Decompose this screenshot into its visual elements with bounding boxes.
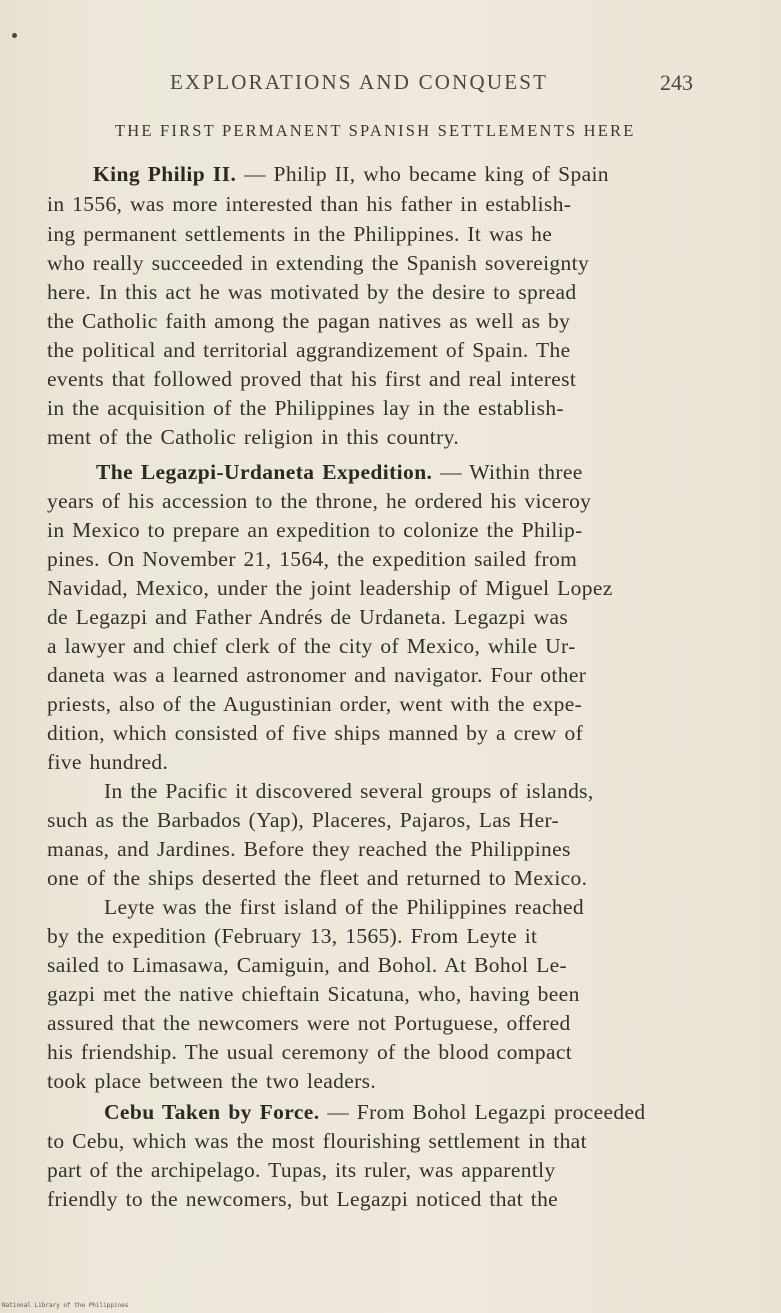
paragraph-lead: Cebu Taken by Force.	[104, 1100, 320, 1124]
text-line: events that followed proved that his first and real interest	[47, 367, 577, 391]
text-line: by the expedition (February 13, 1565). From Leyte it	[47, 924, 538, 948]
text-line: a lawyer and chief clerk of the city of Mexico, while Ur-	[47, 634, 576, 658]
library-credit: National Library of the Philippines	[2, 1302, 129, 1309]
text-line: to Cebu, which was the most flourishing settlement in that	[47, 1129, 587, 1153]
text-line: in Mexico to prepare an expedition to colonize the Philip-	[47, 518, 583, 542]
text-line: the political and territorial aggrandizement of Spain. The	[47, 338, 571, 362]
text-line: here. In this act he was motivated by the desire to spread	[47, 280, 577, 304]
text-line: Navidad, Mexico, under the joint leadership of Miguel Lopez	[47, 576, 613, 600]
text-line: assured that the newcomers were not Portuguese, offered	[47, 1011, 571, 1035]
section-heading: THE FIRST PERMANENT SPANISH SETTLEMENTS HERE	[115, 121, 636, 140]
text-line: sailed to Limasawa, Camiguin, and Bohol. At Bohol Le-	[47, 953, 568, 977]
text-line: In the Pacific it discovered several groups of islands,	[104, 779, 594, 803]
text-line: five hundred.	[47, 750, 169, 774]
paragraph-lead: King Philip II.	[93, 162, 237, 186]
text-line: friendly to the newcomers, but Legazpi noticed that the	[47, 1187, 559, 1211]
text-line: who really succeeded in extending the Spanish sovereignty	[47, 251, 590, 275]
text-line: daneta was a learned astronomer and navigator. Four other	[47, 663, 587, 687]
running-head	[0, 70, 781, 100]
text-line: ment of the Catholic religion in this country.	[47, 425, 460, 449]
text-line: one of the ships deserted the fleet and returned to Mexico.	[47, 866, 588, 890]
text-line: pines. On November 21, 1564, the expedition sailed from	[47, 547, 578, 571]
text-line: manas, and Jardines. Before they reached the Philippines	[47, 837, 571, 861]
text-line: part of the archipelago. Tupas, its ruler, was apparently	[47, 1158, 556, 1182]
text-line: his friendship. The usual ceremony of the blood compact	[47, 1040, 573, 1064]
text-line: ing permanent settlements in the Philippines. It was he	[47, 222, 553, 246]
text-line: in 1556, was more interested than his father in establish-	[47, 192, 572, 216]
text-line: The Legazpi-Urdaneta Expedition. — Within three	[96, 460, 583, 484]
paragraph-lead: The Legazpi-Urdaneta Expedition.	[96, 460, 433, 484]
page-number: 243	[660, 70, 693, 95]
text-line: Cebu Taken by Force. — From Bohol Legazpi proceeded	[104, 1100, 646, 1124]
text-line: years of his accession to the throne, he ordered his viceroy	[47, 489, 592, 513]
text-line: King Philip II. — Philip II, who became king of Spain	[93, 162, 609, 186]
text-line: took place between the two leaders.	[47, 1069, 377, 1093]
text-line: priests, also of the Augustinian order, went with the expe-	[47, 692, 583, 716]
text-line: in the acquisition of the Philippines lay in the establish-	[47, 396, 564, 420]
running-title: EXPLORATIONS AND CONQUEST	[170, 70, 549, 94]
text-line: dition, which consisted of five ships manned by a crew of	[47, 721, 584, 745]
text-line: such as the Barbados (Yap), Placeres, Pajaros, Las Her-	[47, 808, 560, 832]
text-line: de Legazpi and Father Andrés de Urdaneta. Legazpi was	[47, 605, 569, 629]
text-line: the Catholic faith among the pagan natives as well as by	[47, 309, 571, 333]
text-line: gazpi met the native chieftain Sicatuna, who, having been	[47, 982, 580, 1006]
text-line: Leyte was the first island of the Philippines reached	[104, 895, 584, 919]
ink-speck	[12, 33, 17, 38]
